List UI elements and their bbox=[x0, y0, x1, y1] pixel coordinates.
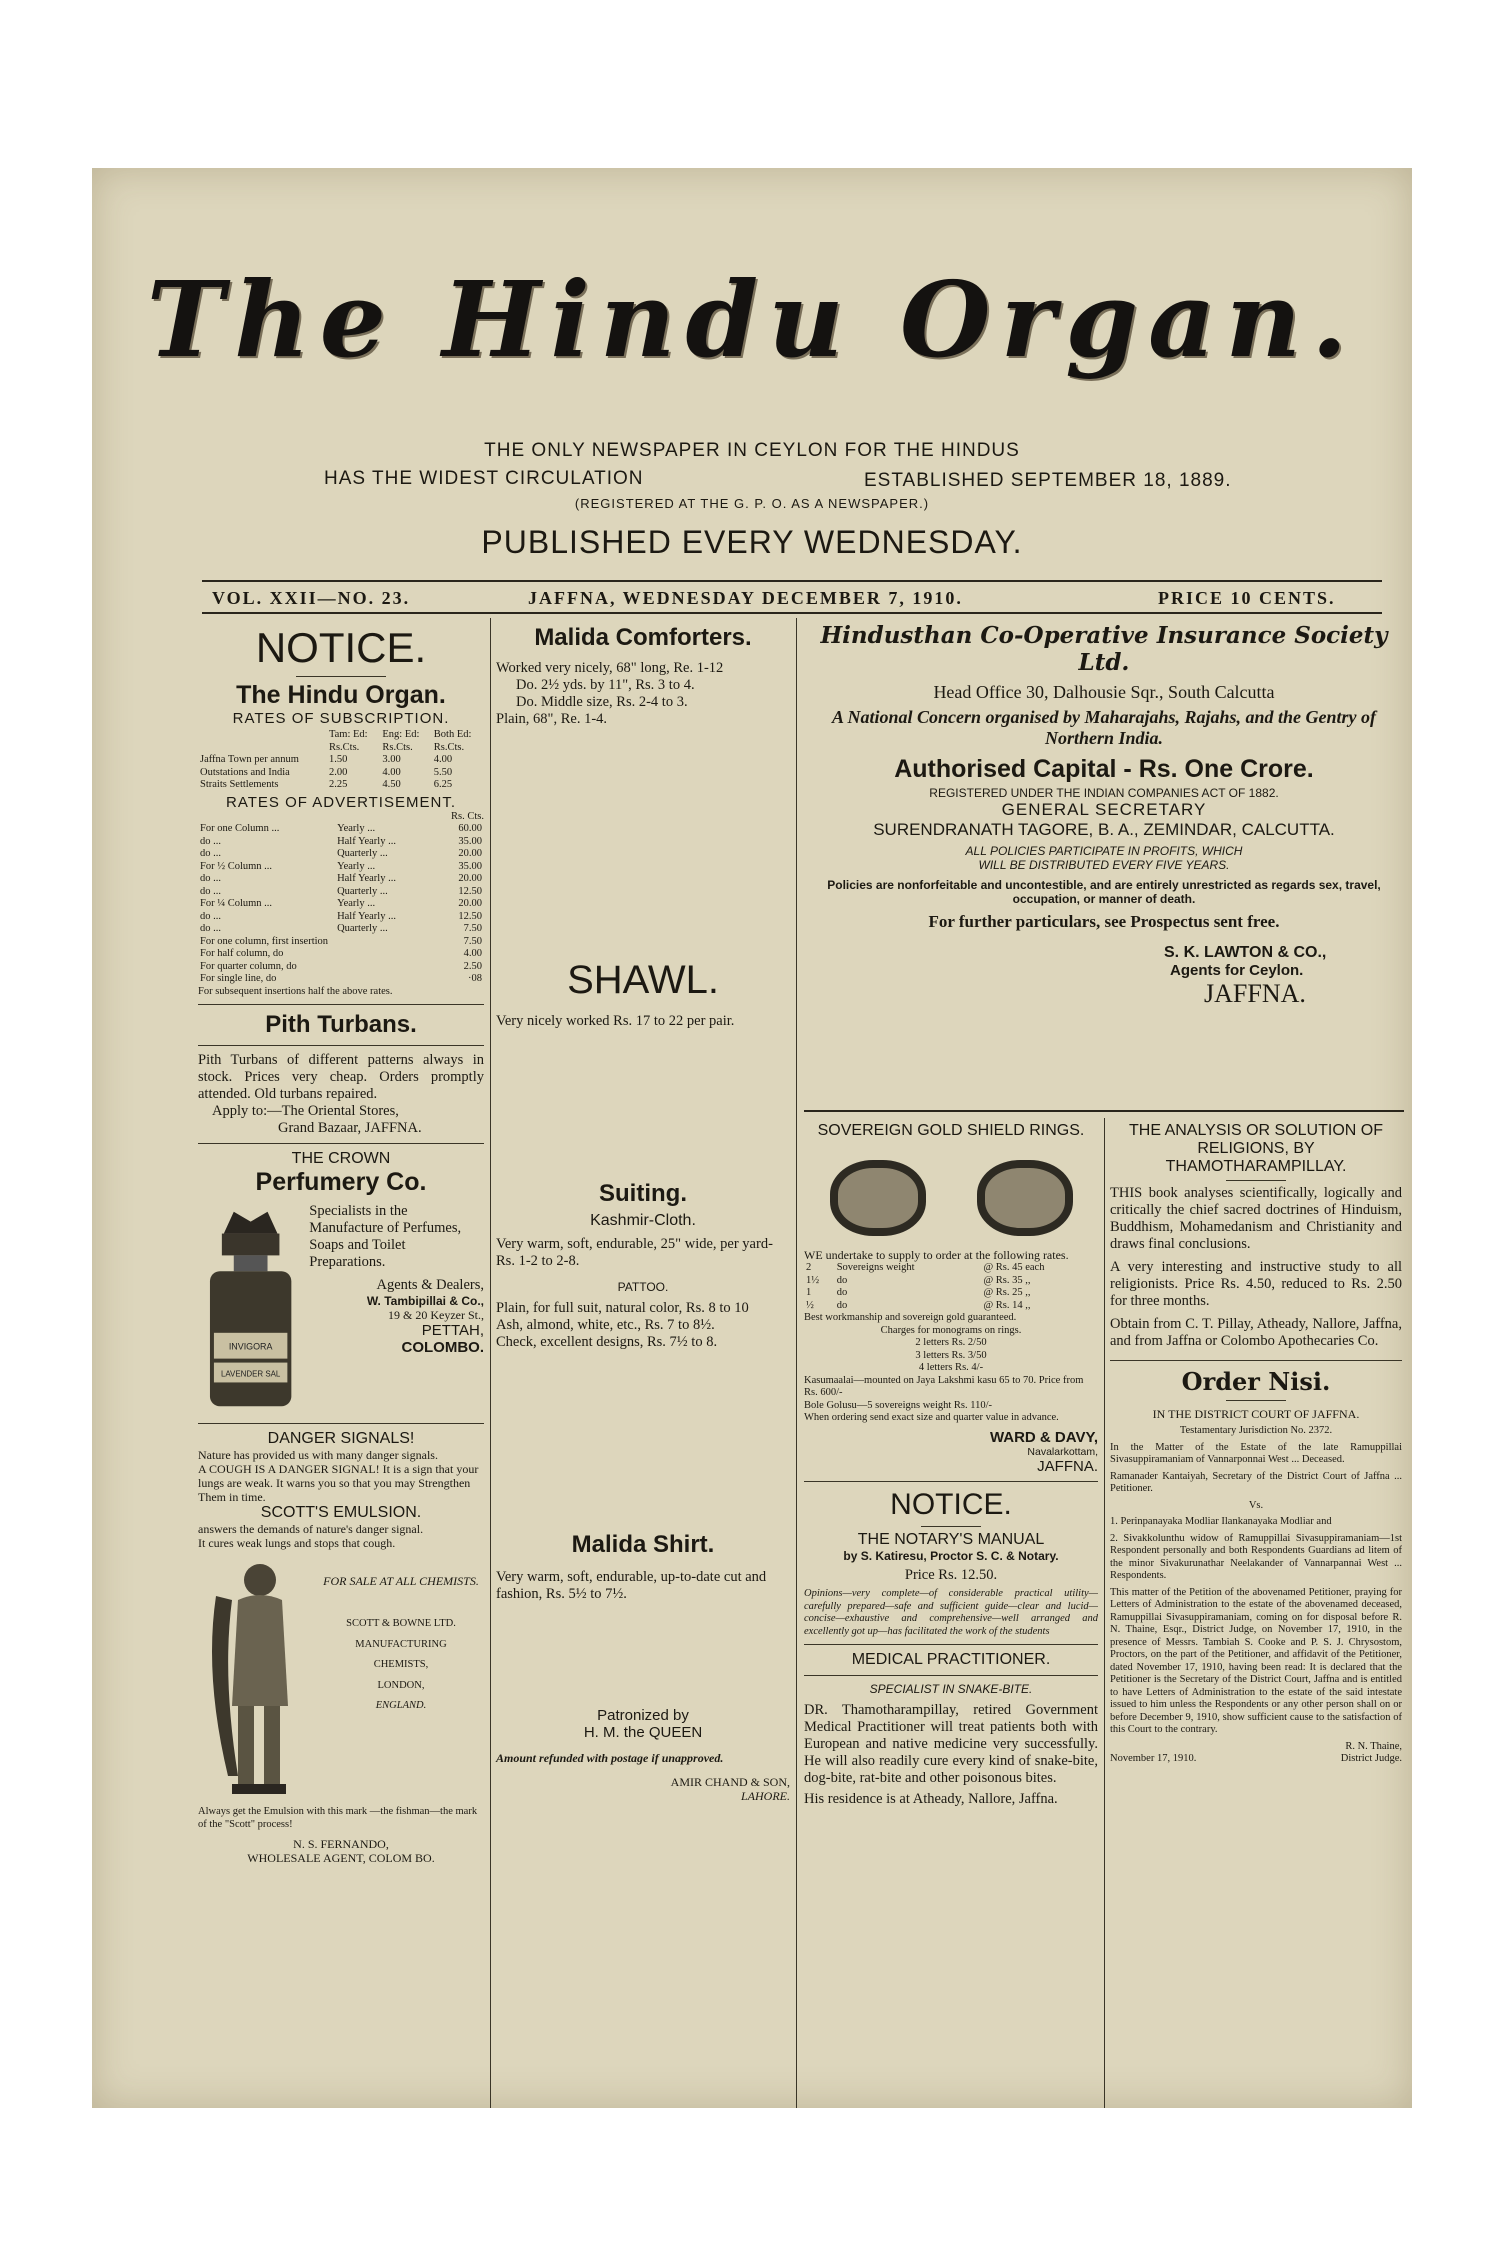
patron-line: H. M. the QUEEN bbox=[583, 1724, 703, 1741]
table-row: do ... Quarterly ... 12.50 bbox=[200, 885, 482, 897]
kashmir-heading: Kashmir-Cloth. bbox=[590, 1212, 696, 1229]
tagline: THE ONLY NEWSPAPER IN CEYLON FOR THE HINDUS bbox=[484, 440, 1020, 461]
divider bbox=[198, 1143, 484, 1144]
newspaper-page bbox=[92, 168, 1412, 2108]
price: PRICE 10 CENTS. bbox=[1158, 588, 1336, 608]
dateline-rule bbox=[202, 612, 1382, 614]
petitioner: Ramanader Kantaiyah, Secretary of the District Court of Jaffna ... Petitioner. bbox=[1110, 1470, 1402, 1494]
bottle-label: INVIGORA bbox=[228, 1341, 273, 1352]
divider bbox=[198, 1045, 484, 1046]
danger-heading: DANGER SIGNALS! bbox=[267, 1430, 415, 1447]
newspaper-title: The Hindu Organ. bbox=[146, 258, 1358, 381]
divider bbox=[804, 1644, 1098, 1645]
masthead bbox=[92, 258, 1412, 381]
insurance-registration: REGISTERED UNDER THE INDIAN COMPANIES ACT OF 1882. bbox=[929, 786, 1279, 800]
perfume-bottle-illustration bbox=[204, 1203, 297, 1413]
circulation-line: HAS THE WIDEST CIRCULATION bbox=[324, 468, 644, 489]
table-row: 1 do @ Rs. 25 ,, bbox=[806, 1287, 1031, 1298]
pith-turbans-heading: Pith Turbans. bbox=[265, 1011, 417, 1038]
divider bbox=[1110, 1360, 1402, 1361]
table-row: For ½ Column ... Yearly ... 35.00 bbox=[200, 860, 482, 872]
crown-heading: Perfumery Co. bbox=[255, 1168, 427, 1196]
insurance-capital: Authorised Capital - Rs. One Crore. bbox=[894, 755, 1314, 783]
versus: Vs. bbox=[1248, 1499, 1264, 1511]
rings-heading: SOVEREIGN GOLD SHIELD RINGS. bbox=[817, 1122, 1085, 1139]
rings-charges: Charges for monograms on rings. bbox=[880, 1324, 1022, 1336]
seller-name: AMIR CHAND & SON, bbox=[670, 1775, 790, 1789]
insurance-agent: Agents for Ceylon. bbox=[1170, 962, 1304, 979]
insurance-policy-line: ALL POLICIES PARTICIPATE IN PROFITS, WHICH bbox=[965, 844, 1243, 858]
rings-order-note: When ordering send exact size and quarter value in advance. bbox=[804, 1412, 1059, 1423]
shawl-heading: SHAWL. bbox=[567, 958, 719, 1002]
order-body: This matter of the Petition of the abovenamed Petitioner, praying for Letters of Administration to the estate of the abovenamed deceased, Ramuppillai Sivasuppiramaniam, coming on for disposal before R. N. Thaine, Esqr., District Judge, on November 17, 1910, in the presence of Messrs. Tambiah S. Cooke and P. S. J. Chrysostom, Proctors, on the part of the Petitioner, and affidavit of the Petitioner, dated November 17, 1910, having been read: It is declared that the Petitioner is the Secretary of the District Court, Jaffna and is entitled to have Letters of Administration to the estate of the said intestate issued to him unless the Respondents or any other person shall on or before December 9, 1910, show sufficient cause to the satisfaction of this Court to the contrary. bbox=[1110, 1586, 1402, 1735]
table-row: 2 Sovereigns weight @ Rs. 45 each bbox=[806, 1262, 1045, 1273]
judge-name: R. N. Thaine, bbox=[1345, 1740, 1402, 1752]
column-4 bbox=[1110, 1118, 1402, 2108]
notary-author: by S. Katiresu, Proctor S. C. & Notary. bbox=[843, 1549, 1059, 1563]
crown-agents: Agents & Dealers, bbox=[376, 1277, 484, 1293]
pattoo-heading: PATTOO. bbox=[617, 1280, 669, 1294]
insurance-concern: A National Concern organised by Maharajahs, Rajahs, and the Gentry of Northern India. bbox=[831, 707, 1377, 748]
divider bbox=[198, 1423, 484, 1424]
notice-heading: NOTICE. bbox=[255, 624, 427, 671]
analysis-heading: THE ANALYSIS OR SOLUTION OF RELIGIONS, BY THAMOTHARAMPILLAY. bbox=[1129, 1122, 1383, 1175]
paper-name: The Hindu Organ. bbox=[236, 681, 446, 709]
divider bbox=[804, 1110, 1404, 1112]
medical-residence: His residence is at Atheady, Nallore, Jaffna. bbox=[804, 1791, 1058, 1807]
court-name: IN THE DISTRICT COURT OF JAFFNA. bbox=[1152, 1407, 1360, 1421]
malida-heading: Malida Comforters. bbox=[534, 624, 752, 651]
pith-address: Grand Bazaar, JAFFNA. bbox=[278, 1120, 422, 1136]
judge-title: District Judge. bbox=[1340, 1753, 1402, 1764]
maker-line: SCOTT & BOWNE LTD. bbox=[346, 1618, 456, 1629]
top-rule bbox=[202, 580, 1382, 582]
column-1 bbox=[198, 618, 484, 2108]
maker-line: ENGLAND. bbox=[375, 1700, 427, 1711]
rings-price-table bbox=[804, 1262, 1098, 1312]
table-row: 1½ do @ Rs. 35 ,, bbox=[806, 1274, 1031, 1286]
crown-city: COLOMBO. bbox=[401, 1339, 484, 1356]
ward-davy-city: JAFFNA. bbox=[1037, 1458, 1098, 1475]
medical-heading: MEDICAL PRACTITIONER. bbox=[851, 1651, 1051, 1668]
subscription-heading: RATES OF SUBSCRIPTION. bbox=[232, 710, 450, 727]
crown-body: Specialists in the Manufacture of Perfumes, Soaps and Toilet Preparations. bbox=[309, 1203, 462, 1270]
divider bbox=[804, 1481, 1098, 1482]
divider bbox=[921, 1526, 981, 1527]
rings-illustration bbox=[804, 1160, 1098, 1236]
maker-line: CHEMISTS, bbox=[373, 1659, 429, 1670]
insurance-ad bbox=[804, 618, 1404, 1118]
volume-number: VOL. XXII—NO. 23. bbox=[212, 588, 411, 608]
agent-line: N. S. FERNANDO, bbox=[293, 1837, 389, 1851]
table-row: do ... Half Yearly ... 20.00 bbox=[200, 873, 482, 884]
table-row: Jaffna Town per annum 1.50 3.00 4.00 bbox=[200, 754, 453, 765]
divider bbox=[1226, 1400, 1286, 1401]
divider bbox=[198, 1004, 484, 1005]
bottle-label: LAVENDER SAL bbox=[220, 1369, 281, 1379]
scott-heading: SCOTT'S EMULSION. bbox=[260, 1504, 422, 1521]
table-row: For one column, first insertion 7.50 bbox=[200, 935, 482, 947]
column-divider bbox=[796, 618, 797, 2108]
established-line: ESTABLISHED SEPTEMBER 18, 1889. bbox=[864, 470, 1232, 491]
table-row: do ... Quarterly ... 20.00 bbox=[200, 848, 482, 859]
insurance-secretary-name: SURENDRANATH TAGORE, B. A., ZEMINDAR, CALCUTTA. bbox=[873, 820, 1335, 839]
insurance-secretary-title: GENERAL SECRETARY bbox=[1001, 800, 1207, 819]
pattoo-line: Check, excellent designs, Rs. 7½ to 8. bbox=[496, 1334, 718, 1350]
medical-body: DR. Thamotharampillay, retired Government Medical Practitioner will treat patients both with European and native medicine very successfully. He will also readily cure every kind of snake-bite, dog-bite, rat-bite and other poisonous bites. bbox=[804, 1702, 1098, 1786]
malida-line: Do. 2½ yds. by 11", Rs. 3 to 4. bbox=[516, 677, 695, 693]
pith-turbans-body: Pith Turbans of different patterns always in stock. Prices very cheap. Orders promptly attended. Old turbans repaired. bbox=[198, 1052, 484, 1102]
scott-text: answers the demands of nature's danger signal. bbox=[198, 1522, 424, 1536]
analysis-text: Obtain from C. T. Pillay, Atheady, Nallore, Jaffna, and from Jaffna or Colombo Apothecaries Co. bbox=[1110, 1316, 1402, 1349]
insurance-office: Head Office 30, Dalhousie Sqr., South Calcutta bbox=[933, 682, 1275, 702]
crown-agent-name: W. Tambipillai & Co., bbox=[366, 1294, 484, 1308]
ring-illustration bbox=[977, 1160, 1073, 1236]
insurance-policy-line: WILL BE DISTRIBUTED EVERY FIVE YEARS. bbox=[978, 858, 1230, 872]
ward-davy-name: WARD & DAVY, bbox=[989, 1428, 1098, 1446]
respondent: 1. Perinpanayaka Modliar Ilankanayaka Modliar and bbox=[1110, 1516, 1332, 1527]
analysis-text: THIS book analyses scientifically, logically and critically the chief sacred doctrines of Hinduism, Buddhism, Mohamedanism and Christianity and draws final conclusions. bbox=[1110, 1185, 1402, 1252]
pattoo-line: Plain, for full suit, natural color, Rs. 8 to 10 bbox=[496, 1300, 749, 1316]
adv-units: Rs. Cts. bbox=[451, 810, 484, 822]
rings-letter-price: 4 letters Rs. 4/- bbox=[918, 1362, 984, 1373]
adv-note: For subsequent insertions half the above rates. bbox=[198, 985, 393, 997]
notice-heading: NOTICE. bbox=[890, 1488, 1012, 1521]
agent-line: WHOLESALE AGENT, COLOM BO. bbox=[247, 1851, 435, 1865]
crown-heading-top: THE CROWN bbox=[291, 1150, 391, 1167]
kashmir-body: Very warm, soft, endurable, 25" wide, per yard-Rs. 1-2 to 2-8. bbox=[496, 1236, 773, 1269]
malida-shirt-heading: Malida Shirt. bbox=[571, 1531, 715, 1558]
table-row: For ¼ Column ... Yearly ... 20.00 bbox=[200, 898, 482, 909]
column-divider bbox=[490, 618, 491, 2108]
table-row: Outstations and India 2.00 4.00 5.50 bbox=[200, 766, 453, 778]
bole-golusu-text: Bole Golusu—5 sovereigns weight Rs. 110/- bbox=[804, 1399, 993, 1411]
insurance-agent: S. K. LAWTON & CO., bbox=[1164, 944, 1327, 961]
rings-workmanship: Best workmanship and sovereign gold guaranteed. bbox=[804, 1312, 1017, 1323]
divider bbox=[296, 676, 386, 677]
malida-shirt-body: Very warm, soft, endurable, up-to-date cut and fashion, Rs. 5½ to 7½. bbox=[496, 1569, 767, 1602]
dateline: JAFFNA, WEDNESDAY DECEMBER 7, 1910. bbox=[528, 588, 963, 608]
emulsion-note: Always get the Emulsion with this mark —the fishman—the mark of the "Scott" process! bbox=[198, 1806, 478, 1830]
suiting-heading: Suiting. bbox=[599, 1180, 687, 1207]
rings-letter-price: 2 letters Rs. 2/50 bbox=[915, 1337, 987, 1348]
notary-opinions: Opinions—very complete—of considerable practical utility—carefully prepared—safe and sufficient guide—clear and lucid—concise—exhaustive and comprehensive—well arranged and excellently got up—has facilitated the work of the students bbox=[804, 1588, 1098, 1637]
table-row: For quarter column, do 2.50 bbox=[200, 960, 482, 972]
malida-line: Worked very nicely, 68" long, Re. 1-12 bbox=[496, 660, 724, 676]
registered-line: (REGISTERED AT THE G. P. O. AS A NEWSPAPER.) bbox=[574, 496, 930, 511]
ring-illustration bbox=[830, 1160, 926, 1236]
crown-ad bbox=[198, 1203, 484, 1413]
order-nisi-heading: Order Nisi. bbox=[1181, 1367, 1331, 1396]
crown-city: PETTAH, bbox=[421, 1322, 484, 1339]
fishman-illustration bbox=[198, 1556, 308, 1806]
table-row: Straits Settlements 2.25 4.50 6.25 bbox=[200, 779, 453, 790]
insurance-terms: Policies are nonforfeitable and uncontestible, and are entirely unrestricted as regards sex, travel, occupation, or manner of death. bbox=[827, 878, 1381, 906]
table-row: do ... Quarterly ... 7.50 bbox=[200, 923, 482, 934]
column-3 bbox=[804, 1118, 1098, 2108]
scott-text: It cures weak lungs and stops that cough. bbox=[198, 1536, 396, 1550]
shawl-body: Very nicely worked Rs. 17 to 22 per pair. bbox=[496, 1013, 735, 1029]
advertisement-table bbox=[198, 823, 484, 986]
notary-heading: THE NOTARY'S MANUAL bbox=[857, 1531, 1045, 1548]
table-row: ½ do @ Rs. 14 ,, bbox=[806, 1299, 1031, 1311]
divider bbox=[804, 1675, 1098, 1676]
malida-line: Plain, 68", Re. 1-4. bbox=[496, 711, 608, 727]
advertisement-heading: RATES OF ADVERTISEMENT. bbox=[226, 793, 456, 811]
divider bbox=[1226, 1180, 1286, 1181]
pattoo-line: Ash, almond, white, etc., Rs. 7 to 8½. bbox=[496, 1317, 715, 1333]
scott-ad bbox=[198, 1556, 484, 1806]
table-row: do ... Half Yearly ... 35.00 bbox=[200, 835, 482, 847]
table-row: For half column, do 4.00 bbox=[200, 948, 482, 959]
danger-text: A COUGH IS A DANGER SIGNAL! It is a sign that your lungs are weak. It warns you so that you may Strengthen Them in time. bbox=[198, 1462, 479, 1504]
published-line: PUBLISHED EVERY WEDNESDAY. bbox=[481, 524, 1023, 560]
kasumaalai-text: Kasumaalai—mounted on Jaya Lakshmi kasu 65 to 70. Price from Rs. 600/- bbox=[804, 1374, 1084, 1398]
analysis-text: A very interesting and instructive study to all religionists. Price Rs. 4.50, reduced to Rs. 2.50 for three months. bbox=[1110, 1259, 1402, 1309]
table-row: For single line, do ·08 bbox=[200, 973, 482, 984]
refund-note: Amount refunded with postage if unapproved. bbox=[496, 1751, 724, 1765]
testamentary-number: Testamentary Jurisdiction No. 2372. bbox=[1179, 1425, 1333, 1436]
medical-subheading: SPECIALIST IN SNAKE-BITE. bbox=[869, 1682, 1033, 1696]
maker-line: LONDON, bbox=[377, 1679, 425, 1691]
insurance-agent-city: JAFFNA. bbox=[1204, 979, 1306, 1008]
crown-agent-address: 19 & 20 Keyzer St., bbox=[388, 1308, 484, 1322]
order-date: November 17, 1910. bbox=[1110, 1753, 1197, 1764]
maker-line: MANUFACTURING bbox=[355, 1638, 447, 1650]
insurance-further: For further particulars, see Prospectus sent free. bbox=[928, 912, 1280, 931]
column-divider bbox=[1104, 1118, 1105, 2108]
insurance-heading: Hindusthan Co-Operative Insurance Society Ltd. bbox=[820, 622, 1388, 676]
pith-apply: Apply to:—The Oriental Stores, bbox=[212, 1103, 399, 1119]
sale-text: FOR SALE AT ALL CHEMISTS. bbox=[323, 1574, 479, 1588]
ward-davy-address: Navalarkottam, bbox=[1027, 1445, 1098, 1458]
notary-price: Price Rs. 12.50. bbox=[904, 1567, 998, 1583]
respondent: 2. Sivakkolunthu widow of Ramuppillai Sivasuppiramaniam—1st Respondent personally and both Respondents Guardians ad litem of the minor Sivakurunathar Neelakander of Vannarpannai West ... Respondents. bbox=[1110, 1532, 1402, 1581]
column-2 bbox=[496, 618, 790, 2108]
patron-line: Patronized by bbox=[597, 1707, 689, 1724]
estate-matter: In the Matter of the Estate of the late Ramuppillai Sivasuppiramaniam of Vannarponnai West ... Deceased. bbox=[1110, 1441, 1402, 1465]
table-row: do ... Half Yearly ... 12.50 bbox=[200, 910, 482, 922]
seller-city: LAHORE. bbox=[741, 1789, 790, 1803]
rings-letter-price: 3 letters Rs. 3/50 bbox=[915, 1349, 987, 1361]
subscription-table: Tam: Ed: Eng: Ed: Both Ed: Rs.Cts. Rs.Cts. Rs.Cts. Jaffna Town per annum 1.50 3.00 4.00 Outstations and India 2.00 4.00 5.50 Straits Settlements 2.25 4.50 6.25 bbox=[198, 729, 484, 792]
danger-text: Nature has provided us with many danger signals. bbox=[198, 1448, 438, 1462]
malida-line: Do. Middle size, Rs. 2-4 to 3. bbox=[516, 694, 688, 710]
rings-intro: WE undertake to supply to order at the following rates. bbox=[804, 1248, 1069, 1262]
table-row: For one Column ... Yearly ... 60.00 bbox=[200, 823, 482, 834]
